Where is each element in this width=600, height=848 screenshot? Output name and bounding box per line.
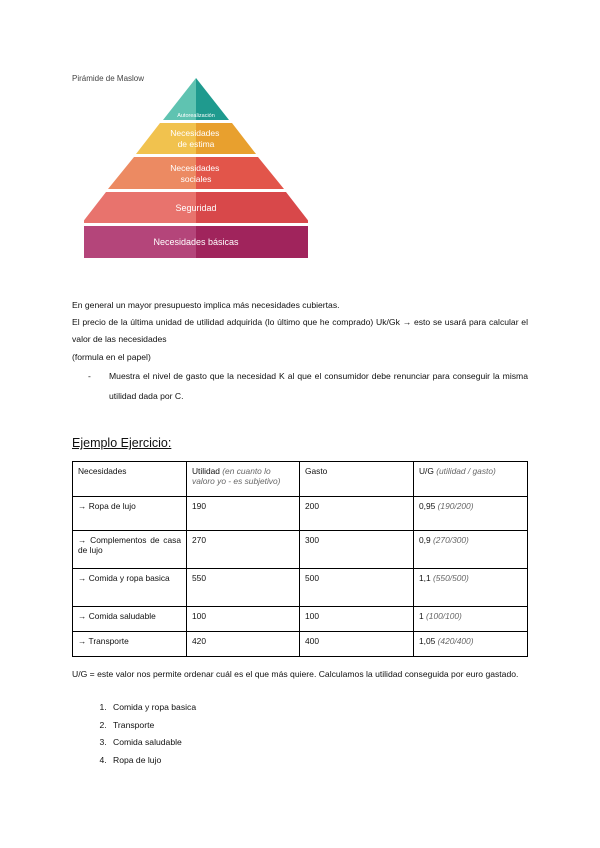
pyramid-level-0-label: Autorealización <box>177 113 215 119</box>
cell-necesidad <box>73 531 187 569</box>
ug-value: 1,05 <box>419 636 436 646</box>
pyramid-level-4-label: Necesidades básicas <box>153 237 239 247</box>
paragraph-ug-explanation: U/G = este valor nos permite ordenar cuál es el que más quiere. Calculamos la utilidad conseguida por euro gastado. <box>72 669 519 679</box>
header-note: (utilidad / gasto) <box>436 466 496 476</box>
table-row <box>73 607 528 632</box>
example-table <box>72 461 528 657</box>
cell-ug <box>414 632 528 657</box>
bullet-text: Muestra el nivel de gasto que la necesidad K al que el consumidor debe renunciar para conseguir la misma utilidad dada por C. <box>109 371 528 401</box>
header-note: (en cuanto lo valoro yo - es subjetivo) <box>192 466 281 486</box>
cell-ug <box>414 607 528 632</box>
paragraph-budget: En general un mayor presupuesto implica más necesidades cubiertas. <box>72 300 340 310</box>
cell-utilidad: 270 <box>187 531 300 569</box>
maslow-pyramid <box>84 76 308 260</box>
header-gasto <box>300 462 414 497</box>
section-heading: Ejemplo Ejercicio: <box>72 436 172 450</box>
ug-note: (550/500) <box>432 573 469 583</box>
cell-gasto: 500 <box>300 569 414 607</box>
list-item: 3. Comida saludable <box>109 734 196 752</box>
bullet-dash: - <box>88 371 91 381</box>
cell-ug <box>414 569 528 607</box>
cell-necesidad: → Ropa de lujo <box>73 497 187 531</box>
header-label: Gasto <box>305 466 328 476</box>
ug-value: 1 <box>419 611 424 621</box>
cell-utilidad: 100 <box>187 607 300 632</box>
cell-necesidad: → Transporte <box>73 632 187 657</box>
ug-note: (420/400) <box>437 636 474 646</box>
table-row <box>73 632 528 657</box>
cell-gasto: 100 <box>300 607 414 632</box>
header-label: U/G <box>419 466 434 476</box>
list-item: 2. Transporte <box>109 717 196 735</box>
ug-note: (190/200) <box>437 501 474 511</box>
ug-value: 1,1 <box>419 573 431 583</box>
cell-utilidad: 420 <box>187 632 300 657</box>
bullet-item <box>88 366 528 406</box>
cell-gasto: 400 <box>300 632 414 657</box>
necesidad-text: → Comida y ropa basica <box>78 573 170 583</box>
list-item: 4. Ropa de lujo <box>109 752 196 770</box>
cell-ug <box>414 497 528 531</box>
cell-necesidad <box>73 569 187 607</box>
header-utilidad <box>187 462 300 497</box>
table-row <box>73 531 528 569</box>
pyramid-level-2-right <box>196 157 284 189</box>
header-label: Necesidades <box>78 466 127 476</box>
cell-utilidad: 190 <box>187 497 300 531</box>
pyramid-level-1-label: Necesidades de estima <box>170 128 220 149</box>
list-item: 1. Comida y ropa basica <box>109 699 196 717</box>
cell-gasto: 300 <box>300 531 414 569</box>
ug-value: 0,95 <box>419 501 436 511</box>
cell-ug <box>414 531 528 569</box>
cell-necesidad: → Comida saludable <box>73 607 187 632</box>
header-ug <box>414 462 528 497</box>
header-necesidades <box>73 462 187 497</box>
cell-gasto: 200 <box>300 497 414 531</box>
table-row <box>73 569 528 607</box>
ug-value: 0,9 <box>419 535 431 545</box>
ug-note: (100/100) <box>426 611 462 621</box>
paragraph-formula-note: (formula en el papel) <box>72 352 151 362</box>
pyramid-level-3-label: Seguridad <box>175 203 217 213</box>
paragraph-last-unit-price: El precio de la última unidad de utilidad adquirida (lo último que he comprado) Uk/Gk → esto se usará para calcular el valor de las necesidades <box>72 317 528 344</box>
ug-note: (270/300) <box>432 535 469 545</box>
table-row <box>73 497 528 531</box>
ranking-list <box>72 699 196 769</box>
pyramid-title: Pirámide de Maslow <box>72 74 145 83</box>
cell-utilidad: 550 <box>187 569 300 607</box>
pyramid-level-2-label: Necesidades sociales <box>170 163 220 184</box>
pyramid-level-2-left <box>108 157 196 189</box>
header-label: Utilidad <box>192 466 220 476</box>
necesidad-text: → Complementos de casa de lujo <box>78 535 181 555</box>
table-header-row <box>73 462 528 497</box>
